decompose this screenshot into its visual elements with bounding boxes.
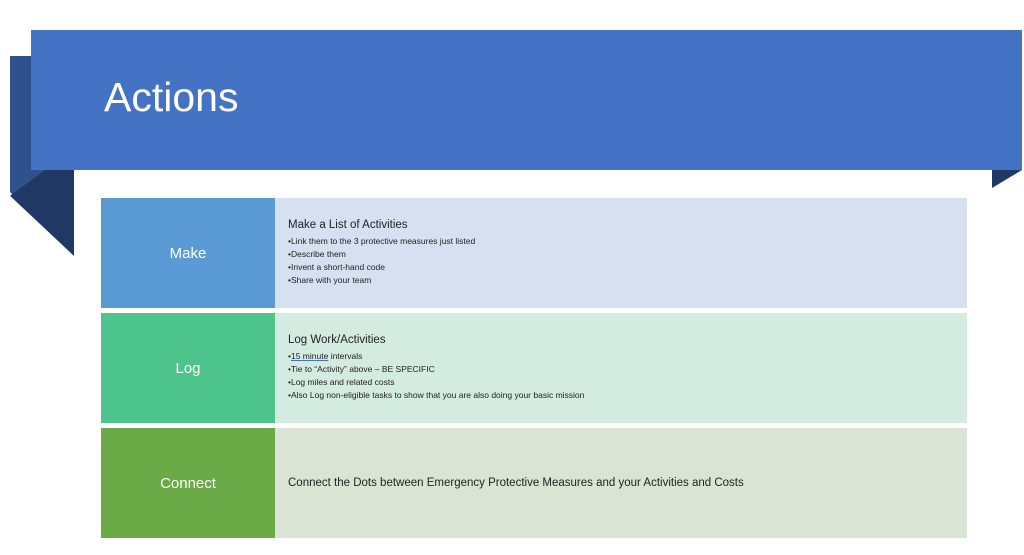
row-title-connect: Connect the Dots between Emergency Protective Measures and your Activities and Costs (288, 477, 744, 489)
row-connect (101, 428, 967, 538)
title-banner (31, 30, 1022, 170)
bullet-item: •Invent a short-hand code (288, 262, 386, 272)
bullet-item: •Describe them (288, 249, 346, 259)
bullet-item: •Also Log non-eligible tasks to show that you are also doing your basic mission (288, 390, 585, 400)
row-body-make (275, 198, 967, 308)
bullet-item: •Link them to the 3 protective measures just listed (288, 236, 476, 246)
row-body-log (275, 313, 967, 423)
bullet-item: •Share with your team (288, 275, 372, 285)
bullet-marker: • (288, 351, 291, 361)
row-make (101, 198, 967, 308)
bullet-item: •Log miles and related costs (288, 377, 395, 387)
bullet-item (288, 350, 967, 363)
underlined-text: 15 minute (290, 351, 329, 361)
row-label-make: Make (101, 198, 275, 308)
ribbon-right-fold (992, 170, 1022, 188)
bullet-suffix: intervals (328, 351, 363, 361)
bullet-item: •Tie to “Activity” above – BE SPECIFIC (288, 364, 435, 374)
row-title-log: Log Work/Activities (288, 334, 386, 346)
row-label-connect: Connect (101, 428, 275, 538)
row-log (101, 313, 967, 423)
row-title-make: Make a List of Activities (288, 219, 408, 231)
row-label-log: Log (101, 313, 275, 423)
slide-title: Actions (104, 74, 239, 120)
row-body-connect (275, 428, 967, 538)
